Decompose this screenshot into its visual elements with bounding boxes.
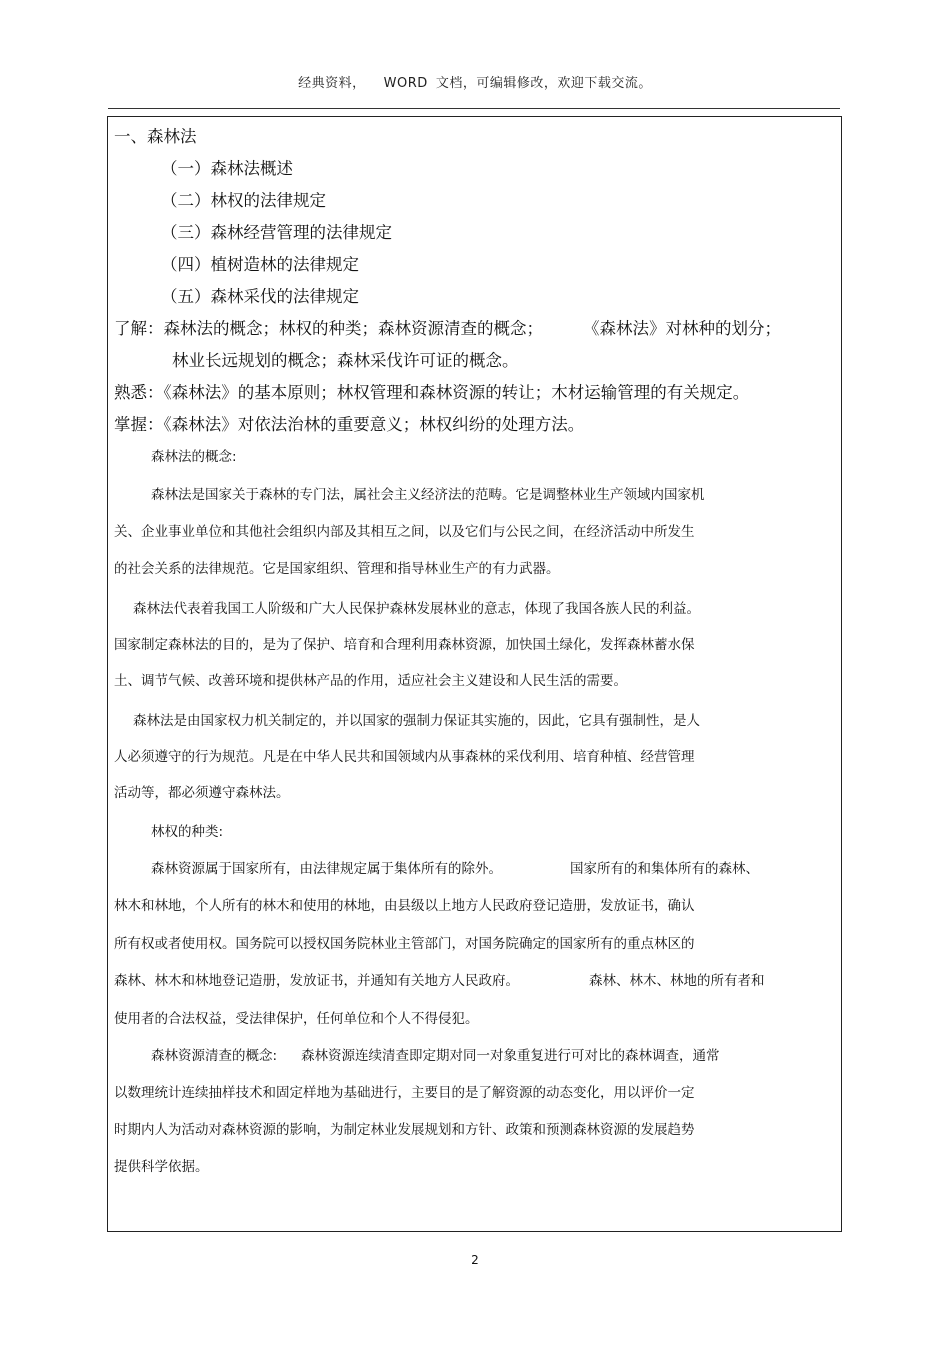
rights-line-4b: 森林、林木、林地的所有者和 <box>589 973 765 989</box>
paragraph-line: 提供科学依据。 <box>114 1159 209 1175</box>
paragraph-line: 活动等，都必须遵守森林法。 <box>114 785 290 801</box>
rights-line-4a: 森林、林木和林地登记造册，发放证书，并通知有关地方人民政府。 <box>114 973 519 989</box>
rights-heading: 林权的种类: <box>151 824 224 840</box>
outline-item-4: （四）植树造林的法律规定 <box>161 255 359 274</box>
paragraph-line: 使用者的合法权益，受法律保护，任何单位和个人不得侵犯。 <box>114 1011 479 1027</box>
paragraph-line: 土、调节气候、改善环境和提供林产品的作用，适应社会主义建设和人民生活的需要。 <box>114 673 627 689</box>
paragraph-line: 的社会关系的法律规范。它是国家组织、管理和指导林业生产的有力武器。 <box>114 561 560 577</box>
header-text-1: 经典资料， <box>298 76 366 91</box>
requirement-familiar: 熟悉：《森林法》的基本原则；林权管理和森林资源的转让；木材运输管理的有关规定。 <box>114 383 750 402</box>
paragraph-line <box>151 1044 720 1064</box>
paragraph-line <box>151 857 759 877</box>
outline-item-2: （二）林权的法律规定 <box>161 191 326 210</box>
section-title: 一、森林法 <box>114 127 197 146</box>
understand-text-b: 《森林法》对林种的划分； <box>583 319 781 338</box>
paragraph-line: 以数理统计连续抽样技术和固定样地为基础进行，主要目的是了解资源的动态变化，用以评价一定 <box>114 1085 695 1101</box>
rights-line-1b: 国家所有的和集体所有的森林、 <box>570 861 759 877</box>
inventory-heading: 森林资源清查的概念: <box>151 1048 278 1064</box>
paragraph-line <box>114 969 765 989</box>
paragraph-line: 森林法代表着我国工人阶级和广大人民保护森林发展林业的意志，体现了我国各族人民的利益。 <box>133 601 700 617</box>
understand-text-a: 了解：森林法的概念；林权的种类；森林资源清查的概念； <box>114 319 543 338</box>
paragraph-line: 森林法是国家关于森林的专门法，属社会主义经济法的范畴。它是调整林业生产领域内国家机 <box>151 487 705 503</box>
paragraph-line: 时期内人为活动对森林资源的影响，为制定林业发展规划和方针、政策和预测森林资源的发展趋势 <box>114 1122 695 1138</box>
paragraph-line: 森林法是由国家权力机关制定的，并以国家的强制力保证其实施的，因此，它具有强制性，是人 <box>133 713 700 729</box>
requirement-understand-cont: 林业长远规划的概念；森林采伐许可证的概念。 <box>172 351 519 370</box>
content-box <box>107 116 842 1232</box>
inventory-line-1: 森林资源连续清查即定期对同一对象重复进行可对比的森林调查，通常 <box>301 1048 720 1064</box>
requirement-understand <box>114 315 781 339</box>
concept-heading: 森林法的概念: <box>151 449 237 465</box>
outline-item-5: （五）森林采伐的法律规定 <box>161 287 359 306</box>
paragraph-line: 关、企业事业单位和其他社会组织内部及其相互之间，以及它们与公民之间，在经济活动中所发生 <box>114 524 695 540</box>
paragraph-line: 林木和林地，个人所有的林木和使用的林地，由县级以上地方人民政府登记造册，发放证书，确认 <box>114 898 695 914</box>
header-text-2: 文档，可编辑修改，欢迎下载交流。 <box>435 76 652 91</box>
outline-item-3: （三）森林经营管理的法律规定 <box>161 223 392 242</box>
outline-item-1: （一）森林法概述 <box>161 159 293 178</box>
requirement-master: 掌握：《森林法》对依法治林的重要意义；林权纠纷的处理方法。 <box>114 415 585 434</box>
header-text-word: WORD <box>383 76 428 91</box>
rights-line-1a: 森林资源属于国家所有，由法律规定属于集体所有的除外。 <box>151 861 502 877</box>
paragraph-line: 国家制定森林法的目的，是为了保护、培育和合理利用森林资源，加快国土绿化，发挥森林蓄水保 <box>114 637 695 653</box>
header-rule <box>108 108 840 109</box>
paragraph-line: 所有权或者使用权。国务院可以授权国务院林业主管部门，对国务院确定的国家所有的重点林区的 <box>114 936 695 952</box>
page-header <box>0 72 950 91</box>
paragraph-line: 人必须遵守的行为规范。凡是在中华人民共和国领域内从事森林的采伐利用、培育种植、经营管理 <box>114 749 695 765</box>
page-number: 2 <box>471 1253 479 1267</box>
